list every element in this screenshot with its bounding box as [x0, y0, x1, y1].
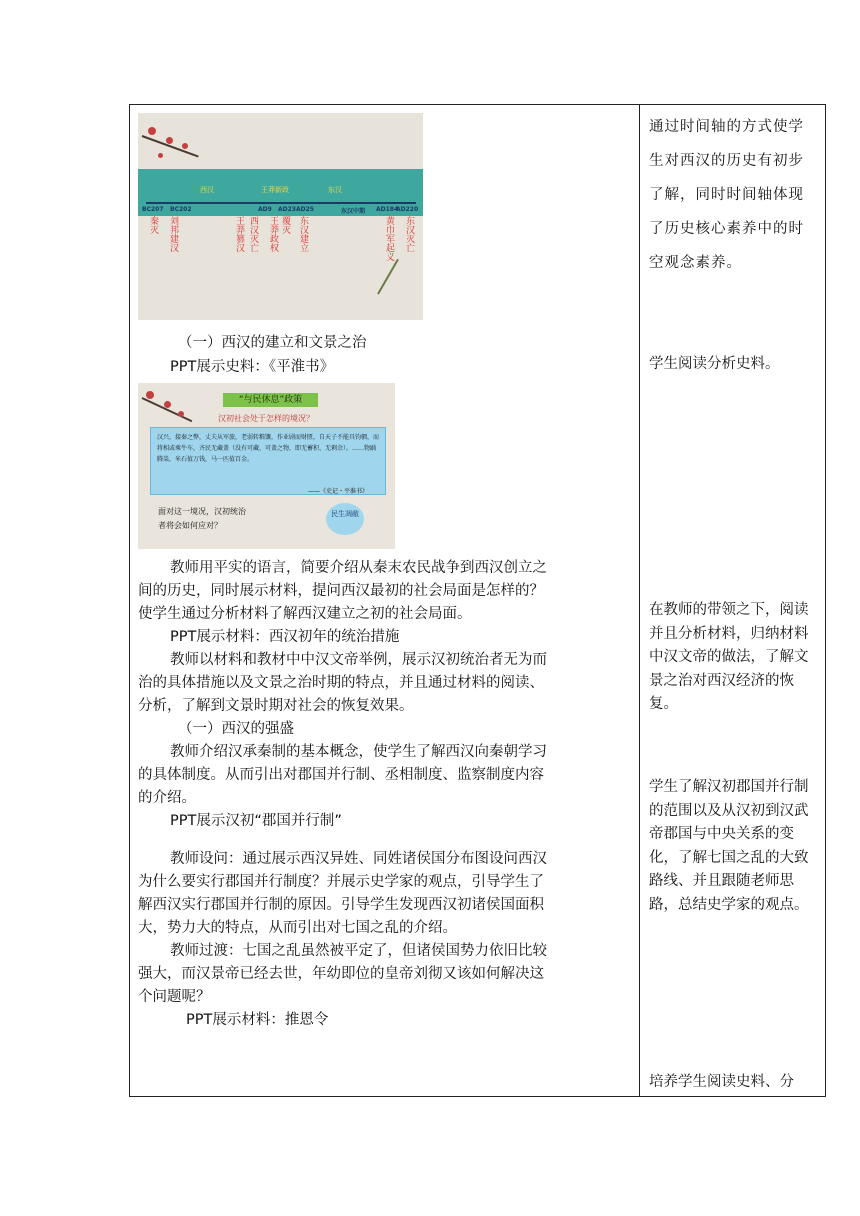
event-label: 覆灭 — [280, 216, 290, 234]
text-line: 的介绍。 — [138, 790, 196, 806]
text-line: 教师过渡：七国之乱虽然被平定了，但诸侯国势力依旧比较 — [170, 943, 547, 959]
quote-text: 汉兴，接秦之弊，丈夫从军旅，老弱转粮馕，作业剧而财匮，自天子不能具钧驷，而将相或乘牛车，齐民无藏盖（没有可藏，可盖之物，即无蓄积、无剩余）。……物踊腾粜，米石值万钱，马一匹值百金。 — [150, 427, 386, 495]
plum-blossom — [166, 137, 173, 144]
section-heading: （一）西汉的强盛 — [178, 721, 294, 737]
right-note: 学生阅读分析史料。 — [649, 356, 780, 372]
ppt-caption: PPT展示材料：西汉初年的统治措施 — [170, 629, 400, 645]
event-label: 黄巾军起义 — [384, 216, 394, 261]
right-note: 在教师的带领之下，阅读并且分析材料，归纳材料中汉文帝的做法，了解文景之治对西汉经济的恢复。 — [649, 602, 809, 712]
policy-slide-image — [138, 383, 395, 549]
year-label: AD220 — [396, 206, 419, 213]
ppt-caption: PPT展示史料：《平淮书》 — [170, 359, 335, 375]
text-line: 为什么要实行郡国并行制度？并展示史学家的观点，引导学生了 — [138, 874, 544, 890]
bottom-question-line: 面对这一境况，汉初统治 — [158, 507, 246, 516]
lesson-table — [129, 104, 826, 1097]
text-line: 分析，了解到文景时期对社会的恢复效果。 — [138, 698, 414, 714]
right-note: 学生了解汉初郡国并行制的范围以及从汉初到汉武帝郡国与中央关系的变化，了解七国之乱的大致路线、并且跟随老师思路，总结史学家的观点。 — [649, 779, 809, 913]
bamboo-leaf — [377, 259, 399, 295]
thought-bubble: 民生凋敝 — [326, 503, 364, 535]
text-line: 个问题呢？ — [138, 989, 211, 1005]
event-label: 西汉灭亡 — [248, 216, 258, 252]
right-note: 培养学生阅读史料、分 — [649, 1074, 794, 1090]
plum-blossom — [148, 127, 156, 135]
period-label: 东汉 — [328, 186, 342, 194]
right-note: 通过时间轴的方式使学生对西汉的历史有初步了解，同时时间轴体现了历史核心素养中的时空观念素养。 — [649, 119, 804, 271]
period-label: 王莽新政 — [261, 186, 289, 194]
year-label: AD25 — [296, 206, 314, 213]
quote-source: ——《史记・平淮书》 — [308, 488, 369, 495]
year-label: AD9 — [258, 206, 272, 213]
text-line: 教师用平实的语言，简要介绍从秦末农民战争到西汉创立之 — [170, 560, 547, 576]
ppt-caption: PPT展示汉初“郡国并行制” — [170, 813, 342, 829]
text-line: 治的具体措施以及文景之治时期的特点，并且通过材料的阅读、 — [138, 675, 544, 691]
period-label: 西汉 — [200, 186, 214, 194]
year-label: AD23 — [278, 206, 296, 213]
event-label: 东汉建立 — [298, 216, 308, 252]
text-line: 的具体制度。从而引出对郡国并行制、丞相制度、监察制度内容 — [138, 767, 544, 783]
text-line: 大，势力大的特点，从而引出对七国之乱的介绍。 — [138, 920, 457, 936]
year-label: BC207 — [142, 206, 164, 213]
year-label: BC202 — [170, 206, 192, 213]
year-label: 东汉中期 — [341, 208, 366, 215]
text-line: 教师设问：通过展示西汉异姓、同姓诸侯国分布图设问西汉 — [170, 851, 547, 867]
event-label: 秦灭 — [148, 216, 158, 234]
column-divider — [639, 105, 640, 1096]
ppt-caption: PPT展示材料：推恩令 — [186, 1012, 329, 1028]
bottom-question — [158, 505, 246, 533]
plum-blossom — [182, 143, 188, 149]
text-line: 教师介绍汉承秦制的基本概念，使学生了解西汉向秦朝学习 — [170, 744, 547, 760]
event-label: 王莽篡汉 — [234, 216, 244, 252]
event-label: 东汉灭亡 — [404, 216, 414, 252]
section-heading: （一）西汉的建立和文景之治 — [178, 335, 367, 351]
plum-blossom — [146, 391, 154, 399]
year-label: AD184 — [376, 206, 399, 213]
plum-blossom — [178, 411, 184, 417]
slide-title: “与民休息”政策 — [223, 393, 318, 407]
timeline-slide-image — [138, 113, 423, 320]
text-line: 教师以材料和教材中中汉文帝举例，展示汉初统治者无为而 — [170, 652, 547, 668]
slide-question: 汉初社会处于怎样的境况？ — [218, 414, 314, 423]
text-line: 强大，而汉景帝已经去世，年幼即位的皇帝刘彻又该如何解决这 — [138, 966, 544, 982]
text-line: 解西汉实行郡国并行制的原因。引导学生发现西汉初诸侯国面积 — [138, 897, 544, 913]
plum-blossom — [164, 401, 171, 408]
timeline-axis — [146, 202, 416, 204]
text-line: 使学生通过分析材料了解西汉建立之初的社会局面。 — [138, 606, 472, 622]
bottom-question-line: 者将会如何应对？ — [158, 521, 222, 530]
plum-blossom — [158, 153, 163, 158]
event-label: 王莽政权 — [268, 216, 278, 252]
text-line: 间的历史，同时展示材料，提问西汉最初的社会局面是怎样的？ — [138, 583, 544, 599]
event-label: 刘邦建汉 — [168, 216, 178, 252]
